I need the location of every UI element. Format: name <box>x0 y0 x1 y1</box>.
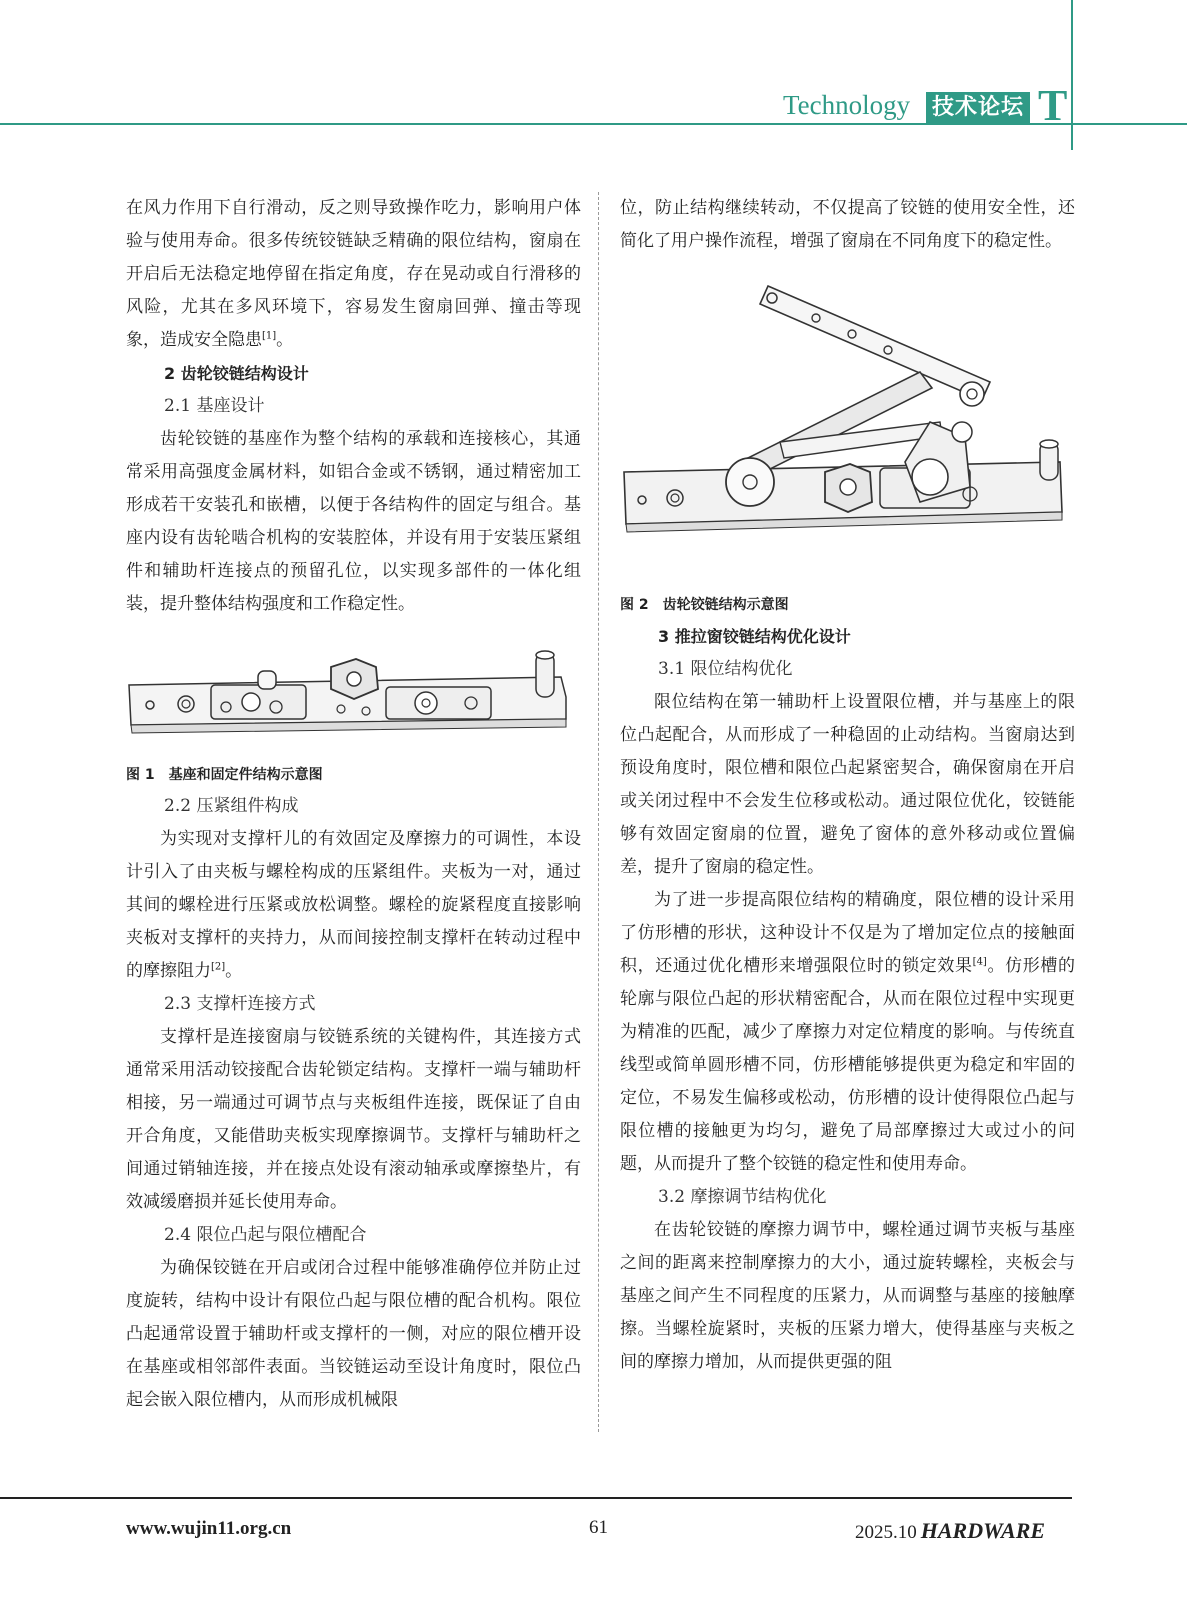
figure-2-gear-hinge-diagram <box>620 272 1075 572</box>
section-heading-3: 3 推拉窗铰链结构优化设计 <box>658 627 851 646</box>
paragraph-2-4: 为确保铰链在开启或闭合过程中能够准确停位并防止过度旋转，结构中设计有限位凸起与限位槽的配合机构。限位凸起通常设置于辅助杆或支撑杆的一侧，对应的限位槽开设在基座或相邻部件表面。当铰链运动至设计角度时，限位凸起会嵌入限位槽内，从而形成机械限 <box>126 1258 581 1410</box>
paragraph-continued: 位，防止结构继续转动，不仅提高了铰链的使用安全性，还简化了用户操作流程，增强了窗扇在不同角度下的稳定性。 <box>620 198 1075 251</box>
paragraph-3-2: 在齿轮铰链的摩擦力调节中，螺栓通过调节夹板与基座之间的距离来控制摩擦力的大小，通过旋转螺栓，夹板会与基座之间产生不同程度的压紧力，从而调整与基座的接触摩擦。当螺栓旋紧时，夹板的压紧力增大，使得基座与夹板之间的摩擦力增加，从而提供更强的阻 <box>620 1220 1075 1372</box>
reference-1: [1] <box>262 330 277 342</box>
subsection-heading-2-1: 2.1 基座设计 <box>164 396 265 416</box>
magazine-name: HARDWARE <box>920 1518 1046 1543</box>
paragraph-2-1: 齿轮铰链的基座作为整个结构的承载和连接核心，其通常采用高强度金属材料，如铝合金或不锈钢，通过精密加工形成若干安装孔和嵌槽，以便于各结构件的固定与组合。基座内设有齿轮啮合机构的安装腔体，并设有用于安装压紧组件和辅助杆连接点的预留孔位，以实现多部件的一体化组装，提升整体结构强度和工作稳定性。 <box>126 429 581 614</box>
header-section-letter: T <box>1038 81 1068 130</box>
paragraph-intro: 在风力作用下自行滑动，反之则导致操作吃力，影响用户体验与使用寿命。很多传统铰链缺乏精确的限位结构，窗扇在开启后无法稳定地停留在指定角度，存在晃动或自行滑移的风险，尤其在多风环境下，容易发生窗扇回弹、撞击等现象，造成安全隐患[1]。 <box>126 198 581 350</box>
column-divider <box>598 192 599 1432</box>
header-rule <box>0 123 1187 125</box>
footer-issue <box>855 1518 1045 1544</box>
reference-2: [2] <box>211 961 226 973</box>
subsection-heading-2-4: 2.4 限位凸起与限位槽配合 <box>164 1225 367 1245</box>
paragraph-3-1b: 为了进一步提高限位结构的精确度，限位槽的设计采用了仿形槽的形状，这种设计不仅是为了增加定位点的接触面积，还通过优化槽形来增强限位时的锁定效果[4]。仿形槽的轮廓与限位凸起的形状精密配合，从而在限位过程中实现更为精准的匹配，减少了摩擦力对定位精度的影响。与传统直线型或简单圆形槽不同，仿形槽能够提供更为稳定和牢固的定位，不易发生偏移或松动，仿形槽的设计使得限位凸起与限位槽的接触更为均匀，避免了局部摩擦过大或过小的问题，从而提升了整个铰链的稳定性和使用寿命。 <box>620 890 1076 1174</box>
reference-4: [4] <box>972 956 987 968</box>
footer-website: www.wujin11.org.cn <box>126 1518 292 1539</box>
page-number: 61 <box>589 1517 608 1538</box>
footer-rule <box>0 1497 1072 1499</box>
subsection-heading-2-2: 2.2 压紧组件构成 <box>164 796 299 816</box>
right-column <box>620 192 1075 1379</box>
issue-date: 2025.10 <box>855 1522 917 1543</box>
paragraph-2-3: 支撑杆是连接窗扇与铰链系统的关键构件，其连接方式通常采用活动铰接配合齿轮锁定结构。支撑杆一端与辅助杆相接，另一端通过可调节点与夹板组件连接，既保证了自由开合角度，又能借助夹板实现摩擦调节。支撑杆与辅助杆之间通过销轴连接，并在接点处设有滚动轴承或摩擦垫片，有效减缓磨损并延长使用寿命。 <box>126 1027 581 1212</box>
figure-1-caption: 图 1 基座和固定件结构示意图 <box>126 767 323 783</box>
header-section-title-cn: 技术论坛 <box>926 92 1030 123</box>
header-vertical-rule <box>1071 0 1073 150</box>
figure-1-base-diagram <box>126 647 581 742</box>
subsection-heading-3-2: 3.2 摩擦调节结构优化 <box>658 1187 827 1207</box>
paragraph-3-1a: 限位结构在第一辅助杆上设置限位槽，并与基座上的限位凸起配合，从而形成了一种稳固的止动结构。当窗扇达到预设角度时，限位槽和限位凸起紧密契合，确保窗扇在开启或关闭过程中不会发生位移或松动。通过限位优化，铰链能够有效固定窗扇的位置，避免了窗体的意外移动或位置偏差，提升了窗扇的稳定性。 <box>620 692 1075 877</box>
figure-2-caption: 图 2 齿轮铰链结构示意图 <box>620 597 789 613</box>
section-heading-2: 2 齿轮铰链结构设计 <box>164 364 309 383</box>
header-section-title-en: Technology <box>783 90 911 120</box>
left-column <box>126 192 581 1417</box>
paragraph-2-2: 为实现对支撑杆儿的有效固定及摩擦力的可调性，本设计引入了由夹板与螺栓构成的压紧组件。夹板为一对，通过其间的螺栓进行压紧或放松调整。螺栓的旋紧程度直接影响夹板对支撑杆的夹持力，从而间接控制支撑杆在转动过程中的摩擦阻力[2]。 <box>126 829 581 981</box>
subsection-heading-2-3: 2.3 支撑杆连接方式 <box>164 994 316 1014</box>
subsection-heading-3-1: 3.1 限位结构优化 <box>658 659 793 679</box>
